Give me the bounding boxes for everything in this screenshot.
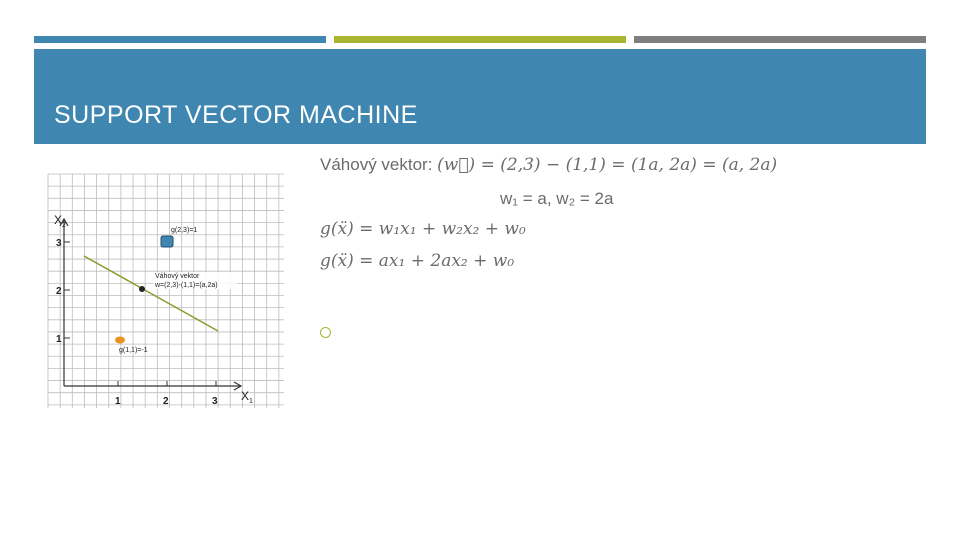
x-axis-label-sub: 1	[249, 398, 253, 405]
weight-vector-prefix: Váhový vektor:	[320, 155, 438, 174]
weight-vector-line	[320, 155, 777, 175]
y-axis-label: X	[54, 213, 63, 227]
weight-vector-label-line2: w=(2,3)-(1,1)=(a,2a)	[155, 282, 218, 289]
title-banner	[34, 49, 926, 144]
svm-graph	[46, 172, 286, 410]
negative-point-label: g(1,1)=-1	[119, 347, 148, 354]
x-tick-3: 3	[212, 396, 218, 407]
w-components-line: w₁ = a, w₂ = 2a	[500, 189, 614, 208]
midpoint-marker	[139, 286, 145, 292]
equation-general: g(ẍ) = w₁x₁ + w₂x₂ + w₀	[320, 219, 526, 239]
negative-point	[115, 337, 125, 344]
positive-point	[161, 236, 173, 247]
graph-grid	[48, 174, 284, 408]
y-tick-2: 2	[56, 286, 62, 297]
weight-vector-formula: (w⃗) = (2,3) − (1,1) = (1a, 2a) = (a, 2a)	[437, 155, 778, 175]
y-tick-1: 1	[56, 334, 62, 345]
weight-vector-label-line1: Váhový vektor	[155, 273, 200, 280]
y-tick-3: 3	[56, 238, 62, 249]
slide-title: SUPPORT VECTOR MACHINE	[54, 101, 418, 129]
positive-point-label: g(2,3)=1	[171, 227, 198, 234]
x-tick-2: 2	[163, 396, 169, 407]
x-axis-label: X	[241, 389, 250, 403]
bar-blue	[34, 36, 326, 43]
bar-green	[334, 36, 626, 43]
equation-substituted: g(ẍ) = ax₁ + 2ax₂ + w₀	[320, 251, 515, 271]
empty-bullet-icon	[320, 327, 331, 338]
x-tick-1: 1	[115, 396, 121, 407]
bar-gray	[634, 36, 926, 43]
y-axis-label-sub: 2	[62, 222, 66, 229]
